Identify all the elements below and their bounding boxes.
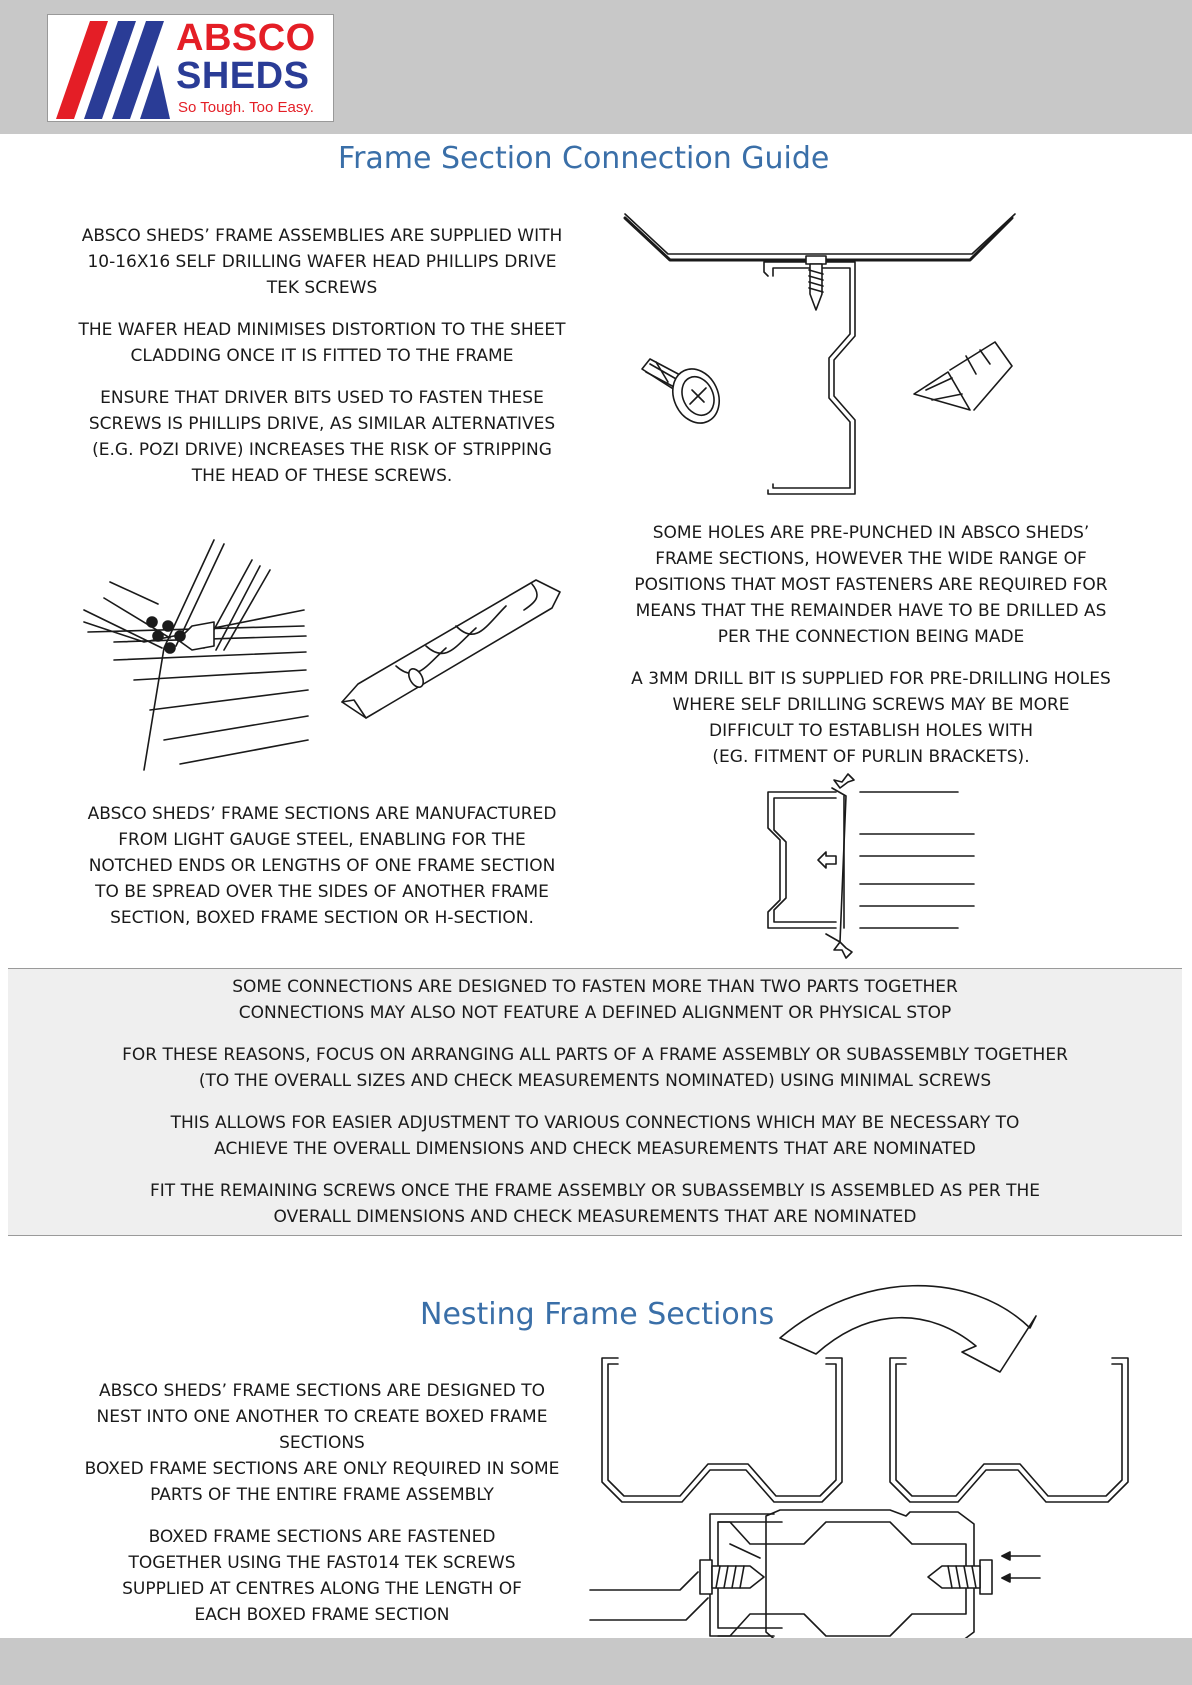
holes-text: [630, 520, 1112, 786]
absco-logo: [47, 14, 334, 122]
footer-bar: [0, 1638, 1192, 1685]
panel-text: [8, 969, 1182, 1230]
screw-frame-illustration: [620, 214, 1140, 504]
steel-paragraph: ABSCO SHEDS’ FRAME SECTIONS ARE MANUFACTURED FROM LIGHT GAUGE STEEL, ENABLING FOR THE NOTCHED ENDS OR LENGTHS OF ONE FRAME SECTION TO BE SPREAD OVER THE SIDES OF ANOTHER FRAME SECTION, BOXED FRAME SECTION OR H-SECTION.: [87, 804, 557, 928]
steel-text: [80, 801, 564, 947]
phillips-bit-icon: [914, 342, 1012, 410]
nesting-paragraph-3: BOXED FRAME SECTIONS ARE FASTENED TOGETHER USING THE FAST014 TEK SCREWS SUPPLIED AT CENTRES ALONG THE LENGTH OF EACH BOXED FRAME SECTION: [122, 1527, 522, 1625]
fast014-screw-right-icon: [928, 1560, 992, 1594]
nesting-paragraph-2: BOXED FRAME SECTIONS ARE ONLY REQUIRED IN SOME PARTS OF THE ENTIRE FRAME ASSEMBLY: [84, 1459, 560, 1505]
page-title: Frame Section Connection Guide: [338, 141, 830, 176]
intro-paragraph-3: ENSURE THAT DRIVER BITS USED TO FASTEN THESE SCREWS IS PHILLIPS DRIVE, AS SIMILAR ALTERNATIVES (E.G. POZI DRIVE) INCREASES THE RISK OF STRIPPING THE HEAD OF THESE SCREWS.: [88, 388, 556, 486]
holes-paragraph-1: SOME HOLES ARE PRE-PUNCHED IN ABSCO SHEDS’ FRAME SECTIONS, HOWEVER THE WIDE RANGE OF POSITIONS THAT MOST FASTENERS ARE REQUIRED FOR MEANS THAT THE REMAINDER HAVE TO BE DRILLED AS PER THE CONNECTION BEING MADE: [634, 523, 1108, 647]
frame-joint-illustration: [84, 540, 324, 770]
fast014-screw-left-icon: [700, 1560, 764, 1594]
panel-paragraph-3: FOR THESE REASONS, FOCUS ON ARRANGING ALL PARTS OF A FRAME ASSEMBLY OR SUBASSEMBLY TOGETHER (TO THE OVERALL SIZES AND CHECK MEASUREMENTS NOMINATED) USING MINIMAL SCREWS: [122, 1045, 1068, 1091]
logo-tagline: So Tough. Too Easy.: [178, 99, 314, 116]
nesting-illustration: [590, 1260, 1150, 1640]
tek-screw-in-frame-icon: [806, 256, 826, 310]
logo-text-sheds: SHEDS: [176, 55, 310, 97]
panel-paragraph-4: THIS ALLOWS FOR EASIER ADJUSTMENT TO VARIOUS CONNECTIONS WHICH MAY BE NECESSARY TO ACHIEVE THE OVERALL DIMENSIONS AND CHECK MEASUREMENTS THAT ARE NOMINATED: [170, 1113, 1020, 1159]
spread-frame-illustration: [760, 778, 980, 958]
panel-paragraph-1: SOME CONNECTIONS ARE DESIGNED TO FASTEN MORE THAN TWO PARTS TOGETHER: [232, 977, 958, 997]
connection-notes-panel: [8, 968, 1182, 1236]
holes-paragraph-2: A 3MM DRILL BIT IS SUPPLIED FOR PRE-DRILLING HOLES WHERE SELF DRILLING SCREWS MAY BE MORE DIFFICULT TO ESTABLISH HOLES WITH: [631, 669, 1111, 741]
panel-paragraph-5: FIT THE REMAINING SCREWS ONCE THE FRAME ASSEMBLY OR SUBASSEMBLY IS ASSEMBLED AS PER THE OVERALL DIMENSIONS AND CHECK MEASUREMENTS THAT ARE NOMINATED: [150, 1181, 1040, 1227]
panel-paragraph-2: CONNECTIONS MAY ALSO NOT FEATURE A DEFINED ALIGNMENT OR PHYSICAL STOP: [238, 1003, 952, 1023]
drill-bit-icon: [336, 576, 566, 726]
absco-logo-icon: [48, 15, 173, 121]
intro-paragraph-2: THE WAFER HEAD MINIMISES DISTORTION TO THE SHEET CLADDING ONCE IT IS FITTED TO THE FRAME: [78, 320, 566, 366]
logo-text-absco: ABSCO: [176, 17, 316, 59]
holes-paragraph-3: (EG. FITMENT OF PURLIN BRACKETS).: [712, 747, 1030, 767]
header-bar: [0, 0, 1192, 134]
nesting-text: [78, 1378, 566, 1644]
intro-paragraph-1: ABSCO SHEDS’ FRAME ASSEMBLIES ARE SUPPLIED WITH 10-16X16 SELF DRILLING WAFER HEAD PHILLIPS DRIVE TEK SCREWS: [81, 226, 563, 298]
tek-screw-icon: [642, 359, 728, 431]
nesting-paragraph-1: ABSCO SHEDS’ FRAME SECTIONS ARE DESIGNED TO NEST INTO ONE ANOTHER TO CREATE BOXED FRAME SECTIONS: [96, 1381, 548, 1453]
nesting-title: Nesting Frame Sections: [420, 1297, 775, 1332]
intro-text: [78, 223, 566, 505]
